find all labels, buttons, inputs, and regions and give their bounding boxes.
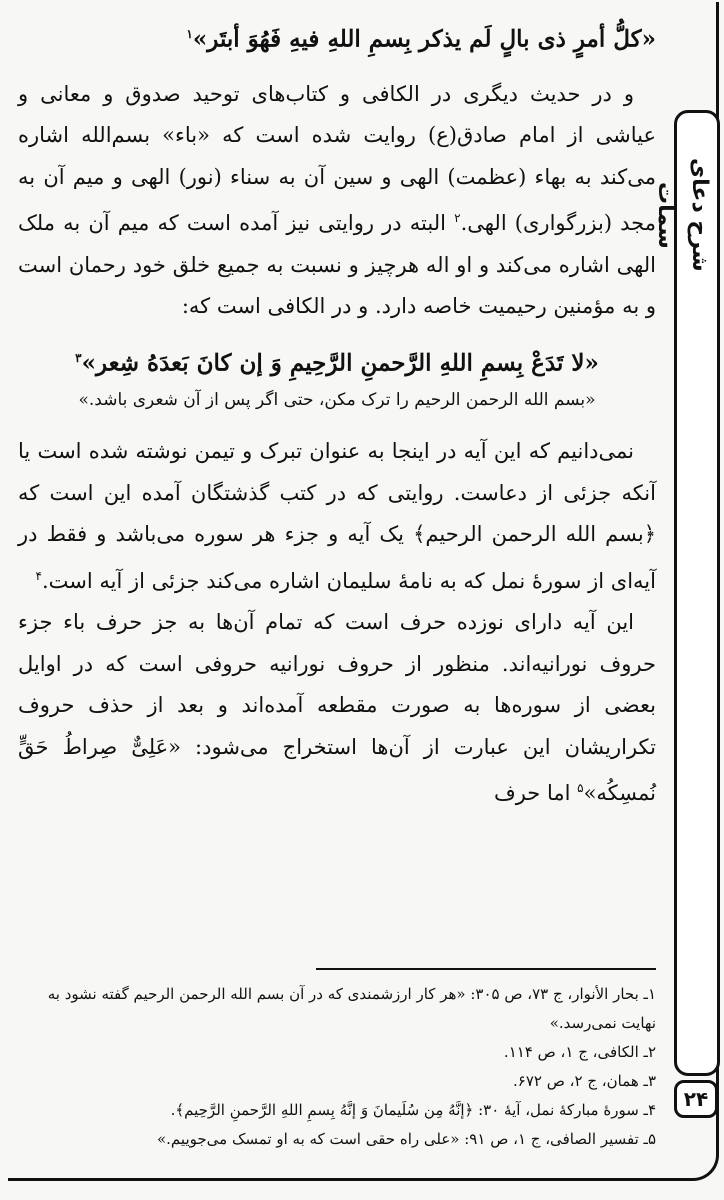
footnote-ref-5: ۵ [577, 781, 584, 796]
hadith-opening-text: «کلُّ أمرٍ ذی بالٍ لَم یذکر بِسمِ اللهِ فیهِ فَهُوَ أبتَر» [192, 25, 656, 53]
paragraph-2-text: نمی‌دانیم که این آیه در اینجا به عنوان تبرک و تیمن نوشته شده است یا آنکه جزئی از دعاست. روایتی که در کتب گذشتگان آمده این است که ﴿بسم الله الرحمن الرحیم﴾ یک آیه و جزء هر سوره می‌باشد و فقط در آیه‌ای از سورهٔ نمل که به نامهٔ سلیمان اشاره می‌کند جزئی از آیه است. [18, 439, 656, 593]
footnote-4: ۴ـ سورهٔ مبارکهٔ نمل، آیهٔ ۳۰: ﴿إنَّهُ مِن سُلَیمانَ وَ إنَّهُ بِسمِ اللهِ الرَّحمنِ الرَّحِیم﴾. [170, 1101, 656, 1119]
footnote-2: ۲ـ الکافی، ج ۱، ص ۱۱۴. [503, 1043, 656, 1061]
hadith-quote-text: «لا تَدَعْ بِسمِ اللهِ الرَّحمنِ الرَّحِیمِ وَ إن کانَ بَعدَهُ شِعر» [81, 349, 599, 377]
paragraph-1-text-cont: البته در روایتی نیز آمده است که میم آن به ملک الهی اشاره می‌کند و او اله هرچیز و نسبت به جمیع خلق خود رحمان است و به مؤمنین رحیمیت خاصه دارد. و در الکافی است که: [18, 211, 656, 319]
footnote-1: ۱ـ بحار الأنوار، ج ۷۳، ص ۳۰۵: «هر کار ارزشمندی که در آن بسم الله الرحمن الرحیم گفته نشود به نهایت نمی‌رسد.» [47, 985, 656, 1032]
paragraph-3 [18, 602, 656, 815]
page-number: ۲۴ [674, 1080, 718, 1118]
footnote-divider [316, 968, 656, 970]
paragraph-3-text-cont: اما حرف [493, 781, 578, 806]
hadith-translation: «بسم الله الرحمن الرحیم را ترک مکن، حتی اگر پس از آن شعری باشد.» [78, 390, 596, 411]
paragraph-1 [18, 74, 656, 328]
footnote-ref-4: ۴ [35, 568, 42, 583]
book-title: شرح دعای سمات [653, 158, 712, 272]
hadith-quote [18, 338, 656, 384]
footnote-ref-1: ۱ [186, 27, 193, 41]
footnote-3: ۳ـ همان، ج ۲، ص ۶۷۲. [513, 1072, 656, 1090]
paragraph-2 [18, 431, 656, 602]
hadith-opening [18, 14, 656, 60]
main-text [18, 14, 656, 815]
paragraph-1-text: و در حدیث دیگری در الکافی و کتاب‌های توحید صدوق و معانی و عیاشی از امام صادق(ع) روایت شده است که «باء» بسم‌الله اشاره می‌کند به بهاء (عظمت) الهی و سین آن به سناء (نور) الهی و میم آن به مجد (بزرگواری) الهی. [18, 81, 656, 236]
footnote-ref-3: ۳ [75, 350, 82, 365]
footnote-ref-2: ۲ [454, 211, 461, 226]
footnote-5: ۵ـ تفسیر الصافی، ج ۱، ص ۹۱: «علی راه حقی است که به او تمسک می‌جوییم.» [156, 1130, 656, 1148]
footnotes [18, 980, 656, 1154]
paragraph-3-text: این آیه دارای نوزده حرف است که تمام آن‌ها به جز حرف باء جزء حروف نورانیه‌اند. منظور از حروف نورانیه حروفی است که در اوایل بعضی از سوره‌ها به صورت مقطعه آمده‌اند و بعد از حذف حروف تکراریشان این عبارت از آن‌ها استخراج می‌شود: «عَلِیٌّ صِراطُ حَقٍّ نُمسِکُه» [18, 610, 656, 806]
